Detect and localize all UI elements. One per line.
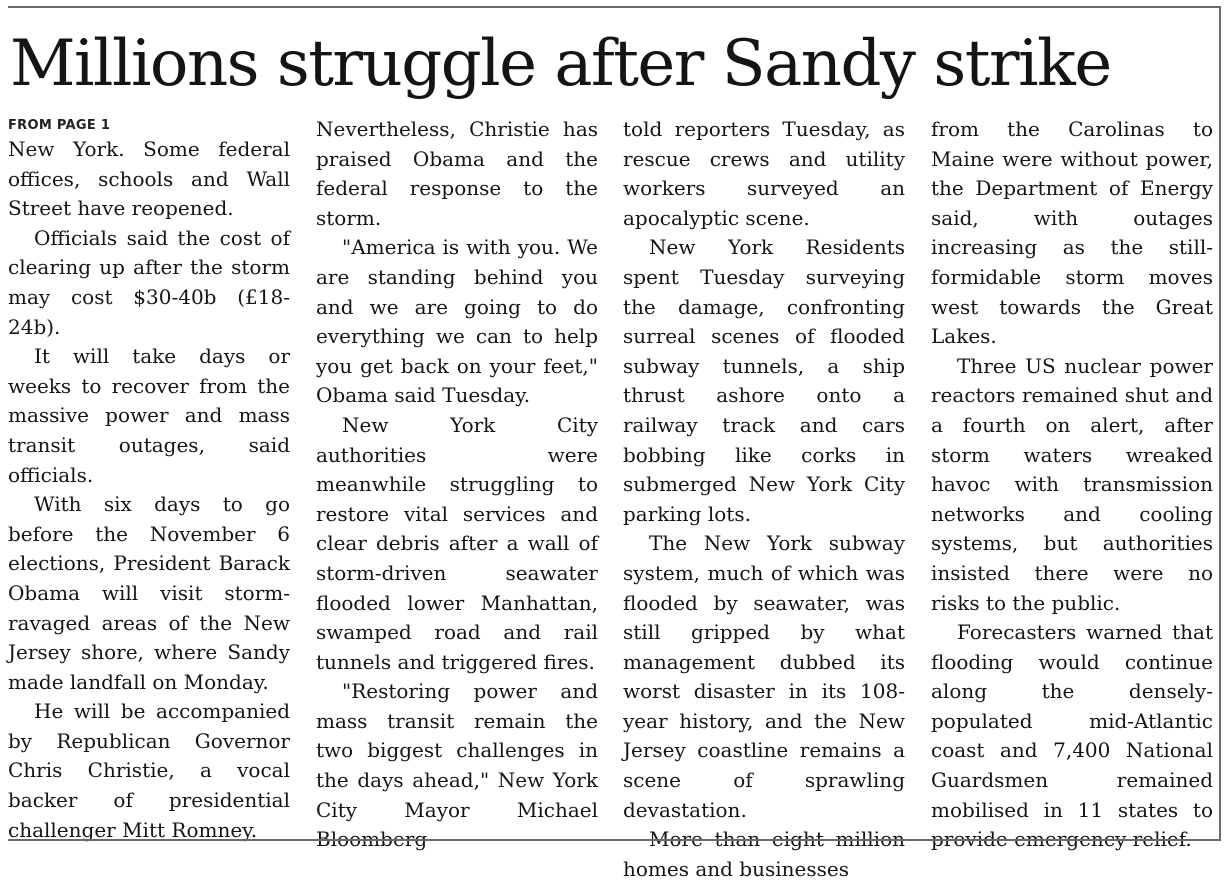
paragraph: He will be accompanied by Republican Governor Chris Christie, a vocal backer of presidential challenger Mitt Romney.	[8, 699, 290, 842]
paragraph: New York City authorities were meanwhile struggling to restore vital services and clear debris after a wall of storm-driven seawater flooded lower Manhattan, swamped road and rail tunnels and triggered fires.	[316, 412, 598, 674]
paragraph: New York Residents spent Tuesday surveying the damage, confronting surreal scenes of flooded subway tunnels, a ship thrust ashore onto a railway track and cars bobbing like corks in submerged New York City parking lots.	[623, 235, 905, 526]
article-column-4	[931, 114, 1213, 852]
paragraph: "America is with you. We are standing behind you and we are going to do everything we can to help you get back on your feet," Obama said Tuesday.	[316, 235, 598, 408]
paragraph: Forecasters warned that flooding would continue along the densely-populated mid-Atlantic coast and 7,400 National Guardsmen remained mobilised in 11 states to provide emergency relief.	[931, 620, 1213, 852]
article-column-3	[623, 114, 905, 881]
paragraph: "Restoring power and mass transit remain the two biggest challenges in the days ahead," New York City Mayor Michael Bloomberg	[316, 679, 598, 852]
article-column-1	[8, 114, 290, 842]
right-rule	[1219, 6, 1221, 841]
kicker-label: FROM PAGE 1	[8, 118, 111, 133]
paragraph: Officials said the cost of clearing up after the storm may cost $30-40b (£18-24b).	[8, 225, 290, 339]
paragraph: Nevertheless, Christie has praised Obama and the federal response to the storm.	[316, 117, 598, 230]
paragraph: It will take days or weeks to recover from the massive power and mass transit outages, said officials.	[8, 344, 290, 487]
paragraph: More than eight million homes and businesses	[623, 827, 905, 881]
paragraph: With six days to go before the November 6 elections, President Barack Obama will visit storm-ravaged areas of the New Jersey shore, where Sandy made landfall on Monday.	[8, 492, 290, 694]
paragraph: told reporters Tuesday, as rescue crews and utility workers surveyed an apocalyptic scene.	[623, 117, 905, 230]
paragraph: The New York subway system, much of which was flooded by seawater, was still gripped by what management dubbed its worst disaster in its 108-year history, and the New Jersey coastline remains a scene of sprawling devastation.	[623, 531, 905, 822]
paragraph: New York. Some federal offices, schools and Wall Street have reopened.	[8, 137, 290, 221]
article-column-2	[316, 114, 598, 852]
paragraph: Three US nuclear power reactors remained shut and a fourth on alert, after storm waters wreaked havoc with transmission networks and cooling systems, but authorities insisted there were no risks to the public.	[931, 353, 1213, 615]
top-rule	[8, 6, 1219, 8]
headline: Millions struggle after Sandy strike	[10, 27, 1111, 101]
paragraph: from the Carolinas to Maine were without power, the Department of Energy said, with outages increasing as the still-formidable storm moves west towards the Great Lakes.	[931, 117, 1213, 349]
bottom-rule	[8, 839, 1219, 841]
